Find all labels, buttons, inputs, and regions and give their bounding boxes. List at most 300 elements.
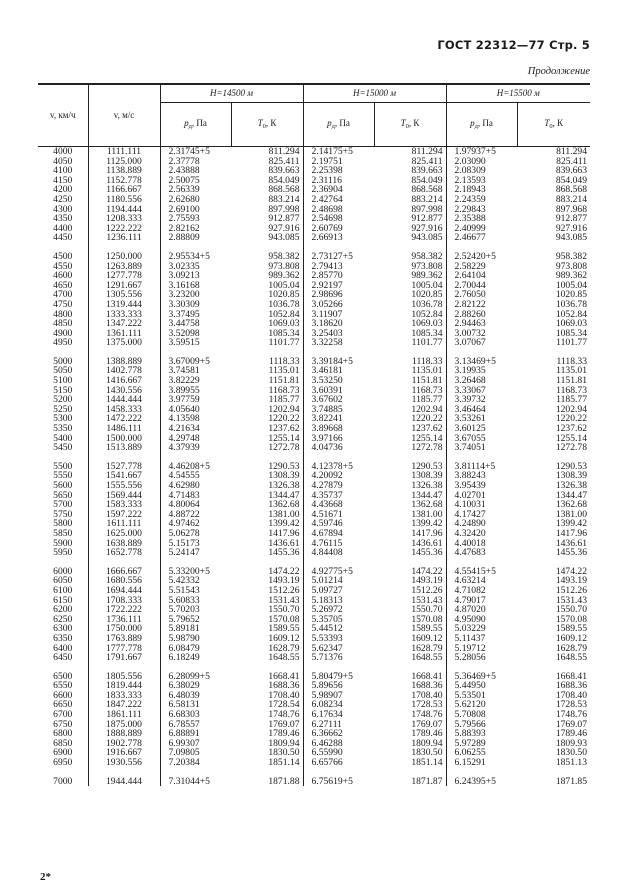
cell-pressure-h2: 6.27111 [311, 718, 342, 730]
cell-temperature-h2: 1020.85 [374, 290, 446, 300]
cell-v-kmh: 5950 [38, 548, 88, 558]
cell-temperature-h3: 1272.78 [555, 442, 587, 454]
cell-temperature-h3: 1362.68 [555, 499, 587, 511]
cell-pressure-h3: 5.11437 [454, 632, 486, 644]
cell-temperature-h3: 1648.55 [555, 652, 587, 664]
cell-pressure-h3: 4.32420 [454, 527, 486, 539]
cell-pressure-h2: 3.18620 [311, 318, 343, 330]
cell-temperature-h1: 1036.78 [231, 300, 303, 310]
cell-pressure-h2: 2.79413 [311, 260, 343, 272]
cell-pressure-h2: 6.36662 [311, 728, 343, 740]
cell-temperature-h3: 1168.73 [556, 384, 587, 396]
cell-v-kmh: 7000 [38, 777, 88, 787]
cell-v-ms: 1861.111 [88, 710, 160, 720]
cell-v-ms: 1569.444 [88, 491, 160, 501]
cell-temperature-h2: 1220.22 [374, 414, 446, 424]
cell-temperature-h1: 1255.14 [231, 434, 303, 444]
cell-pressure-h3: 4.63214 [454, 575, 486, 587]
cell-v-kmh: 6350 [38, 634, 88, 644]
cell-temperature-h2: 825.411 [374, 157, 446, 167]
cell-pressure-h2: 5.89656 [311, 680, 343, 692]
cell-pressure-h2: 6.46288 [311, 737, 343, 749]
cell-temperature-h1: 1135.01 [231, 366, 303, 376]
cell-pressure-h1: 6.78557 [168, 718, 200, 730]
cell-temperature-h2: 1185.77 [374, 395, 446, 405]
cell-pressure-h3: 5.03229 [454, 623, 486, 635]
cell-v-kmh: 5350 [38, 424, 88, 434]
cell-v-kmh: 6500 [38, 672, 88, 682]
cell-temperature-h3: 1668.41 [555, 670, 587, 682]
cell-pressure-h2: 3.60391 [311, 384, 343, 396]
cell-v-ms: 1416.667 [88, 376, 160, 386]
cell-pressure-h2: 2.92197 [311, 279, 343, 291]
cell-v-ms: 1513.889 [88, 443, 160, 453]
cell-pressure-h3: 5.19712 [454, 642, 486, 654]
cell-temperature-h1: 1220.22 [231, 414, 303, 424]
cell-pressure-h3: 4.87020 [454, 604, 486, 616]
cell-v-ms: 1750.000 [88, 624, 160, 634]
cell-temperature-h1: 854.049 [231, 176, 303, 186]
cell-temperature-h3: 1290.53 [555, 460, 587, 472]
cell-pressure-h3: 3.60125 [454, 423, 486, 435]
cell-temperature-h1: 958.382 [231, 252, 303, 262]
cell-v-kmh: 4000 [38, 147, 88, 157]
cell-pressure-h3: 3.46464 [454, 403, 486, 415]
cell-pressure-h1: 2.75593 [168, 213, 200, 225]
cell-pressure-h2: 3.97166 [311, 432, 343, 444]
cell-pressure-h3: 3.95439 [454, 480, 486, 491]
cell-v-kmh: 5900 [38, 539, 88, 549]
cell-pressure-h1: 2.69100 [168, 203, 200, 215]
cell-pressure-h3: 2.76050 [454, 289, 486, 301]
cell-pressure-h1: 3.37495 [168, 308, 200, 320]
cell-temperature-h3: 958.382 [555, 250, 587, 262]
cell-temperature-h2: 1728.53 [374, 700, 446, 710]
cell-v-kmh: 6800 [38, 729, 88, 739]
cell-temperature-h1: 839.663 [231, 166, 303, 176]
cell-pressure-h1: 3.67009+5 [168, 355, 210, 367]
cell-temperature-h1: 1308.39 [231, 471, 303, 481]
cell-temperature-h2: 1550.70 [374, 605, 446, 615]
cell-pressure-h2: 2.42764 [311, 193, 343, 205]
cell-v-kmh: 4800 [38, 310, 88, 320]
cell-v-kmh: 6050 [38, 576, 88, 586]
cell-pressure-h1: 2.82162 [168, 222, 200, 234]
cell-v-ms: 1791.667 [88, 653, 160, 663]
cell-temperature-h3: 1135.01 [556, 365, 587, 377]
cell-pressure-h1: 4.54555 [168, 470, 200, 482]
col-header-v-ms: v, м/с [88, 85, 160, 147]
cell-pressure-h1: 5.98790 [168, 632, 200, 644]
cell-v-kmh: 6750 [38, 720, 88, 730]
cell-temperature-h2: 1609.12 [374, 634, 446, 644]
cell-temperature-h2: 1085.34 [374, 329, 446, 339]
cell-v-kmh: 4150 [38, 176, 88, 186]
cell-v-ms: 1222.222 [88, 224, 160, 234]
cell-v-kmh: 6950 [38, 758, 88, 768]
cell-temperature-h1: 825.411 [231, 157, 303, 167]
cell-temperature-h2: 1830.50 [374, 748, 446, 758]
cell-pressure-h3: 3.33067 [454, 384, 486, 396]
cell-v-ms: 1347.222 [88, 319, 160, 329]
cell-v-ms: 1111.111 [88, 147, 160, 157]
cell-pressure-h3: 2.03090 [454, 155, 486, 167]
cell-temperature-h2: 1168.73 [374, 386, 446, 396]
cell-temperature-h2: 1809.94 [374, 739, 446, 749]
cell-pressure-h1: 4.62980 [168, 480, 200, 491]
cell-temperature-h2: 1455.36 [374, 548, 446, 558]
cell-temperature-h3: 1255.14 [555, 432, 587, 444]
cell-pressure-h1: 6.38029 [168, 680, 200, 692]
cell-temperature-h3: 1570.08 [555, 613, 587, 625]
col-header-v-kmh: v, км/ч [38, 85, 88, 147]
cell-pressure-h2: 3.11907 [311, 308, 343, 320]
cell-pressure-h3: 3.81114+5 [454, 460, 496, 472]
cell-temperature-h1: 897.998 [231, 205, 303, 215]
cell-pressure-h2: 3.53250 [311, 375, 343, 387]
cell-pressure-h2: 3.32258 [311, 337, 343, 349]
cell-temperature-h3: 1202.94 [555, 403, 587, 415]
cell-pressure-h3: 5.62120 [454, 699, 486, 711]
cell-v-ms: 1625.000 [88, 529, 160, 539]
cell-pressure-h2: 5.18313 [311, 594, 343, 606]
cell-pressure-h3: 4.71082 [454, 584, 486, 596]
cell-pressure-h1: 4.97462 [168, 518, 200, 530]
cell-pressure-h2: 2.31116 [311, 174, 342, 186]
cell-v-kmh: 5250 [38, 405, 88, 415]
col-header-h2: H=15000 м [303, 85, 446, 103]
cell-v-ms: 1152.778 [88, 176, 160, 186]
cell-pressure-h3: 5.97289 [454, 737, 486, 749]
cell-pressure-h3: 6.15291 [454, 757, 486, 769]
cell-pressure-h2: 2.85770 [311, 270, 343, 282]
cell-temperature-h3: 1474.22 [555, 565, 587, 577]
cell-temperature-h1: 1185.77 [231, 395, 303, 405]
cell-pressure-h2: 3.46181 [311, 365, 343, 377]
cell-temperature-h3: 1381.00 [555, 508, 587, 520]
cell-temperature-h2: 1290.53 [374, 462, 446, 472]
cell-temperature-h3: 989.362 [555, 270, 587, 282]
cell-temperature-h2: 1871.87 [374, 777, 446, 787]
cell-pressure-h1: 6.08479 [168, 642, 200, 654]
cell-temperature-h1: 1871.88 [231, 777, 303, 787]
cell-temperature-h3: 1118.33 [556, 355, 587, 367]
cell-v-ms: 1583.333 [88, 500, 160, 510]
cell-pressure-h2: 6.55990 [311, 747, 343, 759]
cell-v-ms: 1638.889 [88, 539, 160, 549]
cell-pressure-h2: 4.27879 [311, 480, 343, 491]
cell-v-kmh: 6550 [38, 681, 88, 691]
cell-temperature-h3: 1830.50 [555, 747, 587, 759]
cell-temperature-h3: 1308.39 [555, 470, 587, 482]
cell-temperature-h1: 1493.19 [231, 576, 303, 586]
cell-v-kmh: 4100 [38, 166, 88, 176]
cell-v-ms: 1500.000 [88, 434, 160, 444]
cell-pressure-h2: 3.82241 [311, 413, 343, 425]
cell-v-kmh: 4300 [38, 205, 88, 215]
cell-temperature-h3: 943.085 [555, 232, 587, 244]
cell-temperature-h2: 1151.81 [374, 376, 446, 386]
cell-temperature-h2: 854.049 [374, 176, 446, 186]
cell-pressure-h3: 4.17427 [454, 508, 486, 520]
cell-v-ms: 1763.889 [88, 634, 160, 644]
cell-v-ms: 1125.000 [88, 157, 160, 167]
cell-temperature-h2: 1399.42 [374, 519, 446, 529]
cell-temperature-h1: 1381.00 [231, 510, 303, 520]
cell-temperature-h1: 943.085 [231, 233, 303, 243]
cell-temperature-h1: 1531.43 [231, 596, 303, 606]
cell-temperature-h1: 989.362 [231, 271, 303, 281]
cell-pressure-h2: 5.80479+5 [311, 670, 353, 682]
cell-temperature-h2: 1628.79 [374, 644, 446, 654]
cell-temperature-h3: 1005.04 [555, 279, 587, 291]
cell-temperature-h1: 1052.84 [231, 310, 303, 320]
cell-v-ms: 1875.000 [88, 720, 160, 730]
cell-pressure-h2: 3.89668 [311, 423, 343, 435]
cell-pressure-h1: 5.24147 [168, 547, 200, 559]
cell-v-ms: 1680.556 [88, 576, 160, 586]
cell-temperature-h1: 1168.73 [231, 386, 303, 396]
cell-pressure-h2: 2.54698 [311, 213, 343, 225]
cell-pressure-h1: 3.44758 [168, 318, 200, 330]
cell-pressure-h1: 7.20384 [168, 757, 200, 769]
cell-pressure-h3: 3.13469+5 [454, 355, 496, 367]
cell-v-kmh: 6000 [38, 567, 88, 577]
cell-temperature-h1: 973.808 [231, 262, 303, 272]
cell-pressure-h3: 5.79566 [454, 718, 486, 730]
cell-v-kmh: 6700 [38, 710, 88, 720]
cell-temperature-h3: 854.049 [555, 174, 587, 186]
cell-pressure-h2: 4.67894 [311, 527, 343, 539]
cell-v-ms: 1375.000 [88, 338, 160, 348]
cell-pressure-h3: 2.94463 [454, 318, 486, 330]
cell-pressure-h2: 5.98907 [311, 689, 343, 701]
cell-temperature-h1: 1436.61 [231, 539, 303, 549]
cell-temperature-h1: 1344.47 [231, 491, 303, 501]
cell-pressure-h3: 2.46677 [454, 232, 486, 244]
cell-v-kmh: 4200 [38, 185, 88, 195]
col-header-temperature: $T_0$, К [374, 103, 446, 147]
cell-temperature-h3: 1020.85 [555, 289, 587, 301]
cell-pressure-h1: 2.50075 [168, 174, 200, 186]
cell-temperature-h3: 1609.12 [555, 632, 587, 644]
cell-v-kmh: 5850 [38, 529, 88, 539]
cell-temperature-h3: 1455.36 [555, 547, 587, 559]
cell-pressure-h3: 3.00732 [454, 327, 486, 339]
cell-pressure-h1: 4.29748 [168, 432, 200, 444]
cell-pressure-h1: 5.89181 [168, 623, 200, 635]
cell-pressure-h3: 2.40999 [454, 222, 486, 234]
cell-temperature-h2: 1688.36 [374, 681, 446, 691]
cell-v-kmh: 5700 [38, 500, 88, 510]
cell-v-ms: 1819.444 [88, 681, 160, 691]
cell-v-kmh: 5200 [38, 395, 88, 405]
cell-v-ms: 1708.333 [88, 596, 160, 606]
cell-pressure-h1: 5.06278 [168, 527, 200, 539]
cell-temperature-h3: 1436.61 [555, 537, 587, 549]
cell-pressure-h3: 4.40018 [454, 537, 486, 549]
cell-pressure-h3: 5.44950 [454, 680, 486, 692]
cell-pressure-h2: 2.73127+5 [311, 250, 353, 262]
cell-v-kmh: 4500 [38, 252, 88, 262]
cell-pressure-h1: 6.18249 [168, 652, 200, 664]
cell-temperature-h3: 1748.76 [555, 709, 587, 721]
cell-temperature-h3: 1851.13 [555, 757, 587, 769]
cell-temperature-h3: 883.214 [555, 193, 587, 205]
page-header: ГОСТ 22312—77 Стр. 5 [437, 38, 590, 52]
cell-pressure-h1: 5.33200+5 [168, 565, 210, 577]
cell-temperature-h3: 1220.22 [555, 413, 587, 425]
cell-pressure-h1: 3.82229 [168, 375, 200, 387]
cell-temperature-h3: 1550.70 [555, 604, 587, 616]
cell-pressure-h3: 3.67055 [454, 432, 486, 444]
cell-temperature-h3: 1589.55 [555, 623, 587, 635]
cell-v-ms: 1388.889 [88, 357, 160, 367]
cell-v-kmh: 4550 [38, 262, 88, 272]
cell-pressure-h1: 4.88722 [168, 508, 200, 520]
cell-pressure-h1: 4.46208+5 [168, 460, 210, 472]
cell-v-kmh: 6200 [38, 605, 88, 615]
cell-temperature-h1: 1748.76 [231, 710, 303, 720]
cell-temperature-h2: 1118.33 [374, 357, 446, 367]
cell-pressure-h3: 3.74051 [454, 442, 486, 454]
cell-pressure-h3: 2.13593 [454, 174, 486, 186]
cell-temperature-h2: 1202.94 [374, 405, 446, 415]
cell-temperature-h1: 1688.36 [231, 681, 303, 691]
cell-pressure-h2: 5.09727 [311, 584, 343, 596]
cell-pressure-h1: 2.88809 [168, 232, 200, 244]
cell-pressure-h2: 4.43668 [311, 499, 343, 511]
cell-temperature-h3: 1708.40 [555, 689, 587, 701]
cell-temperature-h1: 1417.96 [231, 529, 303, 539]
cell-v-ms: 1541.667 [88, 471, 160, 481]
cell-v-kmh: 5750 [38, 510, 88, 520]
cell-v-ms: 1597.222 [88, 510, 160, 520]
cell-temperature-h3: 1344.47 [555, 489, 587, 501]
cell-pressure-h2: 2.14175+5 [311, 146, 353, 157]
cell-v-ms: 1930.556 [88, 758, 160, 768]
cell-temperature-h1: 868.568 [231, 185, 303, 195]
cell-temperature-h1: 1085.34 [231, 329, 303, 339]
cell-v-ms: 1263.889 [88, 262, 160, 272]
cell-temperature-h2: 1708.40 [374, 691, 446, 701]
cell-v-ms: 1652.778 [88, 548, 160, 558]
cell-temperature-h2: 1308.39 [374, 471, 446, 481]
cell-temperature-h1: 1728.54 [231, 700, 303, 710]
cell-temperature-h1: 1101.77 [231, 338, 303, 348]
cell-pressure-h3: 3.39732 [454, 394, 486, 406]
cell-v-ms: 1138.889 [88, 166, 160, 176]
cell-temperature-h3: 1789.46 [555, 728, 587, 740]
cell-pressure-h2: 6.65766 [311, 757, 343, 769]
cell-temperature-h1: 1789.46 [231, 729, 303, 739]
cell-pressure-h1: 6.58131 [168, 699, 200, 711]
cell-temperature-h1: 1118.33 [231, 357, 303, 367]
cell-v-kmh: 4450 [38, 233, 88, 243]
cell-temperature-h2: 1748.76 [374, 710, 446, 720]
cell-pressure-h2: 2.66913 [311, 232, 343, 244]
cell-pressure-h1: 3.16168 [168, 279, 200, 291]
cell-pressure-h1: 4.21634 [168, 423, 200, 435]
cell-pressure-h2: 4.76115 [311, 537, 343, 549]
cell-v-kmh: 5650 [38, 491, 88, 501]
cell-temperature-h3: 1728.53 [555, 699, 587, 711]
cell-pressure-h3: 4.02701 [454, 489, 486, 501]
cell-pressure-h2: 4.84408 [311, 547, 343, 559]
cell-v-kmh: 5450 [38, 443, 88, 453]
cell-temperature-h3: 927.916 [555, 222, 587, 234]
cell-pressure-h1: 5.60833 [168, 594, 200, 606]
cell-pressure-h1: 6.68303 [168, 709, 200, 721]
cell-pressure-h1: 6.99307 [168, 737, 200, 749]
cell-temperature-h3: 973.808 [555, 260, 587, 272]
cell-pressure-h1: 2.56339 [168, 184, 200, 196]
cell-v-kmh: 4900 [38, 329, 88, 339]
cell-v-ms: 1847.222 [88, 700, 160, 710]
cell-v-ms: 1194.444 [88, 205, 160, 215]
cell-temperature-h2: 1036.78 [374, 300, 446, 310]
cell-temperature-h1: 1628.79 [231, 644, 303, 654]
cell-pressure-h2: 5.35705 [311, 613, 343, 625]
cell-temperature-h2: 1570.08 [374, 615, 446, 625]
cell-pressure-h1: 2.37778 [168, 155, 200, 167]
cell-v-kmh: 5100 [38, 376, 88, 386]
cell-pressure-h3: 2.35388 [454, 213, 486, 225]
cell-pressure-h3: 6.06255 [454, 747, 486, 759]
cell-temperature-h1: 1272.78 [231, 443, 303, 453]
cell-temperature-h2: 958.382 [374, 252, 446, 262]
cell-temperature-h3: 1036.78 [555, 298, 587, 310]
cell-pressure-h3: 3.26468 [454, 375, 486, 387]
cell-temperature-h2: 1237.62 [374, 424, 446, 434]
cell-v-ms: 1250.000 [88, 252, 160, 262]
cell-temperature-h1: 1570.08 [231, 615, 303, 625]
cell-temperature-h2: 883.214 [374, 195, 446, 205]
cell-pressure-h1: 3.59515 [168, 337, 200, 349]
cell-v-kmh: 6850 [38, 739, 88, 749]
continuation-label: Продолжение [527, 66, 590, 77]
cell-temperature-h3: 1101.77 [556, 337, 587, 349]
cell-pressure-h3: 3.88243 [454, 470, 486, 482]
cell-v-kmh: 6150 [38, 596, 88, 606]
cell-temperature-h3: 1628.79 [555, 642, 587, 654]
cell-pressure-h1: 3.97759 [168, 394, 200, 406]
cell-temperature-h3: 1326.38 [555, 480, 587, 491]
cell-temperature-h3: 1151.81 [556, 375, 587, 387]
cell-v-kmh: 6300 [38, 624, 88, 634]
cell-pressure-h1: 4.05640 [168, 403, 200, 415]
table-row [38, 777, 590, 787]
cell-pressure-h3: 2.52420+5 [454, 250, 496, 262]
table-row [38, 653, 590, 663]
cell-pressure-h3: 5.28056 [454, 652, 486, 664]
cell-temperature-h3: 839.663 [555, 165, 587, 177]
cell-pressure-h1: 3.09213 [168, 270, 200, 282]
cell-temperature-h1: 1708.40 [231, 691, 303, 701]
cell-pressure-h2: 5.53393 [311, 632, 343, 644]
cell-pressure-h3: 6.24395+5 [454, 775, 496, 787]
cell-v-ms: 1777.778 [88, 644, 160, 654]
cell-temperature-h1: 1455.36 [231, 548, 303, 558]
cell-v-ms: 1180.556 [88, 195, 160, 205]
cell-pressure-h2: 4.35737 [311, 489, 343, 501]
cell-v-ms: 1305.556 [88, 290, 160, 300]
cell-pressure-h3: 5.70808 [454, 709, 486, 721]
cell-pressure-h3: 4.55415+5 [454, 565, 496, 577]
cell-v-kmh: 5050 [38, 366, 88, 376]
table-row [38, 233, 590, 243]
cell-temperature-h1: 1668.41 [231, 672, 303, 682]
